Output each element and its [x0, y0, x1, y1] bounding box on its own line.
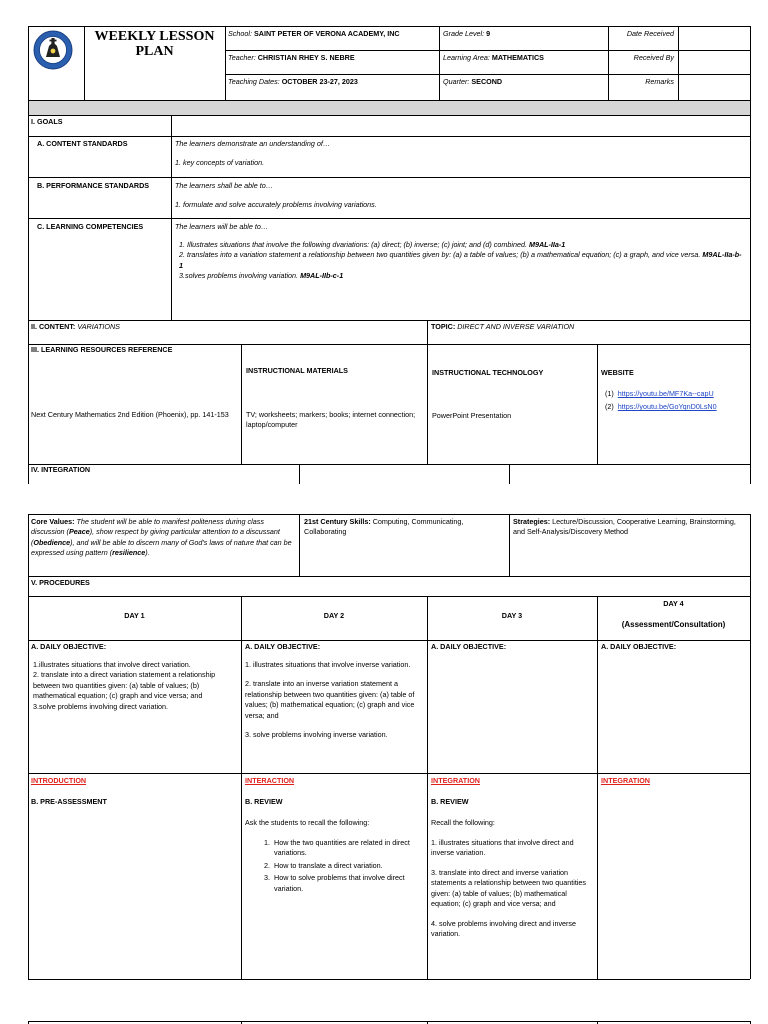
- day-4-subheader: (Assessment/Consultation): [621, 620, 726, 629]
- learning-competencies-label: C. LEARNING COMPETENCIES: [37, 222, 144, 231]
- teacher-field: Teacher: CHRISTIAN RHEY S. NEBRE: [228, 53, 355, 62]
- day-2-header: DAY 2: [323, 611, 345, 620]
- day-2-review: B. REVIEW: [245, 797, 283, 806]
- day-1-objectives: 1.illustrates situations that involve direct variation. 2. translate into a direct variation statement a relationship between two quantities given: (a) table of values; (b) mathematical equation; (c) graph and vice versa; and 3.solve problems involving direct variation.: [33, 660, 216, 711]
- instructional-materials-list: TV; worksheets; markers; books; internet connection; laptop/computer: [246, 410, 416, 430]
- century-skills-cell: 21st Century Skills: Computing, Communicating, Collaborating: [304, 517, 464, 537]
- day-2-recall-list: [258, 838, 424, 896]
- remarks-label: Remarks: [645, 77, 674, 86]
- day-2-recall-item: 2. How to translate a direct variation.: [272, 861, 424, 871]
- day-3-review: B. REVIEW: [431, 797, 469, 806]
- day-2-daily-objective-label: A. DAILY OBJECTIVE:: [245, 642, 321, 651]
- day-2-phase-interaction: INTERACTION: [245, 776, 295, 785]
- website-link-2[interactable]: (2) https://youtu.be/GoYqnD0LsN0: [605, 402, 717, 411]
- procedures-heading: V. PROCEDURES: [31, 578, 90, 587]
- school-seal-logo: [33, 30, 73, 70]
- reference-book: Next Century Mathematics 2nd Edition (Phoenix), pp. 141-153: [31, 410, 229, 419]
- website-link-1[interactable]: (1) https://youtu.be/MF7Ka--capU: [605, 389, 714, 398]
- day-3-header: DAY 3: [501, 611, 523, 620]
- content-standards-label: A. CONTENT STANDARDS: [37, 139, 128, 148]
- performance-standards-label: B. PERFORMANCE STANDARDS: [37, 181, 150, 190]
- core-values-cell: Core Values: The student will be able to manifest politeness during class discussion (Peace), show respect by giving particular attention to a discussant (Obedience), and will be able to discern many of God's laws of nature that can be expressed using pattern (resilience).: [31, 517, 292, 558]
- topic-field: TOPIC: DIRECT AND INVERSE VARIATION: [431, 322, 575, 331]
- learning-competencies-intro: The learners will be able to…: [175, 222, 269, 231]
- teaching-dates-field: Teaching Dates: OCTOBER 23-27, 2023: [228, 77, 358, 86]
- day-1-header: DAY 1: [124, 611, 145, 620]
- lesson-plan-title: WEEKLY LESSON PLAN: [94, 29, 215, 60]
- competency-list: [179, 240, 745, 282]
- quarter-field: Quarter: SECOND: [443, 77, 503, 86]
- day-1-pre-assessment: B. PRE-ASSESSMENT: [31, 797, 107, 806]
- day-2-objectives: 1. illustrates situations that involve inverse variation. 2. translate into an inverse variation statement a relationship between two quantities given: (a) table of values; (b) mathematical equation; (c) graph and vice versa; and 3. solve problems involving inverse variation.: [245, 660, 415, 740]
- date-received-label: Date Received: [626, 29, 674, 38]
- learning-resources-heading: III. LEARNING RESOURCES REFERENCE: [31, 345, 173, 354]
- instructional-materials-heading: INSTRUCTIONAL MATERIALS: [246, 366, 348, 375]
- day-3-recall: Recall the following:: [431, 818, 495, 827]
- content-field: II. CONTENT: VARIATIONS: [31, 322, 120, 331]
- day-3-recall-items: 1. illustrates situations that involve direct and inverse variation. 3. translate into direct and inverse variation statements a relationship between two quantities given: (a) table of values; (b) mathematical equation; (c) graph and vice versa; and 4. solve problems involving direct and inverse variation.: [431, 838, 587, 939]
- integration-heading: IV. INTEGRATION: [31, 465, 91, 474]
- gray-separator-band: [29, 101, 750, 115]
- strategies-cell: Strategies: Lecture/Discussion, Cooperative Learning, Brainstorming, and Self-Analysis/Discovery Method: [513, 517, 736, 537]
- instructional-technology-heading: INSTRUCTIONAL TECHNOLOGY: [432, 368, 544, 377]
- day-3-daily-objective-label: A. DAILY OBJECTIVE:: [431, 642, 507, 651]
- performance-standards-item: 1. formulate and solve accurately problems involving variations.: [175, 200, 377, 209]
- day-3-phase-integration: INTEGRATION: [431, 776, 480, 785]
- website-heading: WEBSITE: [601, 368, 634, 377]
- lesson-plan-page-1: [0, 0, 768, 490]
- day-2-recall-item: 3. How to solve problems that involve direct variation.: [272, 873, 424, 894]
- learning-area-field: Learning Area: MATHEMATICS: [443, 53, 544, 62]
- instructional-technology-value: PowerPoint Presentation: [432, 411, 512, 420]
- competency-3: 3.solves problems involving variation. M9AL-IIb-c-1: [179, 271, 344, 281]
- school-field: School: SAINT PETER OF VERONA ACADEMY, INC: [228, 29, 400, 38]
- received-by-label: Received By: [633, 53, 674, 62]
- performance-standards-intro: The learners shall be able to…: [175, 181, 273, 190]
- day-4-daily-objective-label: A. DAILY OBJECTIVE:: [601, 642, 677, 651]
- day-1-phase-introduction: INTRODUCTION: [31, 776, 87, 785]
- day-2-recall-item: 1. How the two quantities are related in direct variations.: [272, 838, 424, 859]
- day-4-header: DAY 4: [663, 599, 684, 608]
- day-4-phase-integration: INTEGRATION: [601, 776, 650, 785]
- content-standards-item: 1. key concepts of variation.: [175, 158, 265, 167]
- day-1-daily-objective-label: A. DAILY OBJECTIVE:: [31, 642, 107, 651]
- goals-heading: I. GOALS: [31, 117, 63, 126]
- day-2-ask-students: Ask the students to recall the following:: [245, 818, 370, 827]
- competency-2: 2. translates into a variation statement a relationship between two quantities given by: (a) a table of values; (b) a mathematical equation; (c) a graph, and vice versa. M9AL-IIa-b-1: [179, 250, 742, 270]
- grade-level-field: Grade Level: 9: [443, 29, 491, 38]
- competency-1: 1. Illustrates situations that involve the following dvariations: (a) direct; (b) inverse; (c) joint; and (d) combined. M9AL-IIa-1: [179, 240, 566, 249]
- content-standards-intro: The learners demonstrate an understanding of…: [175, 139, 331, 148]
